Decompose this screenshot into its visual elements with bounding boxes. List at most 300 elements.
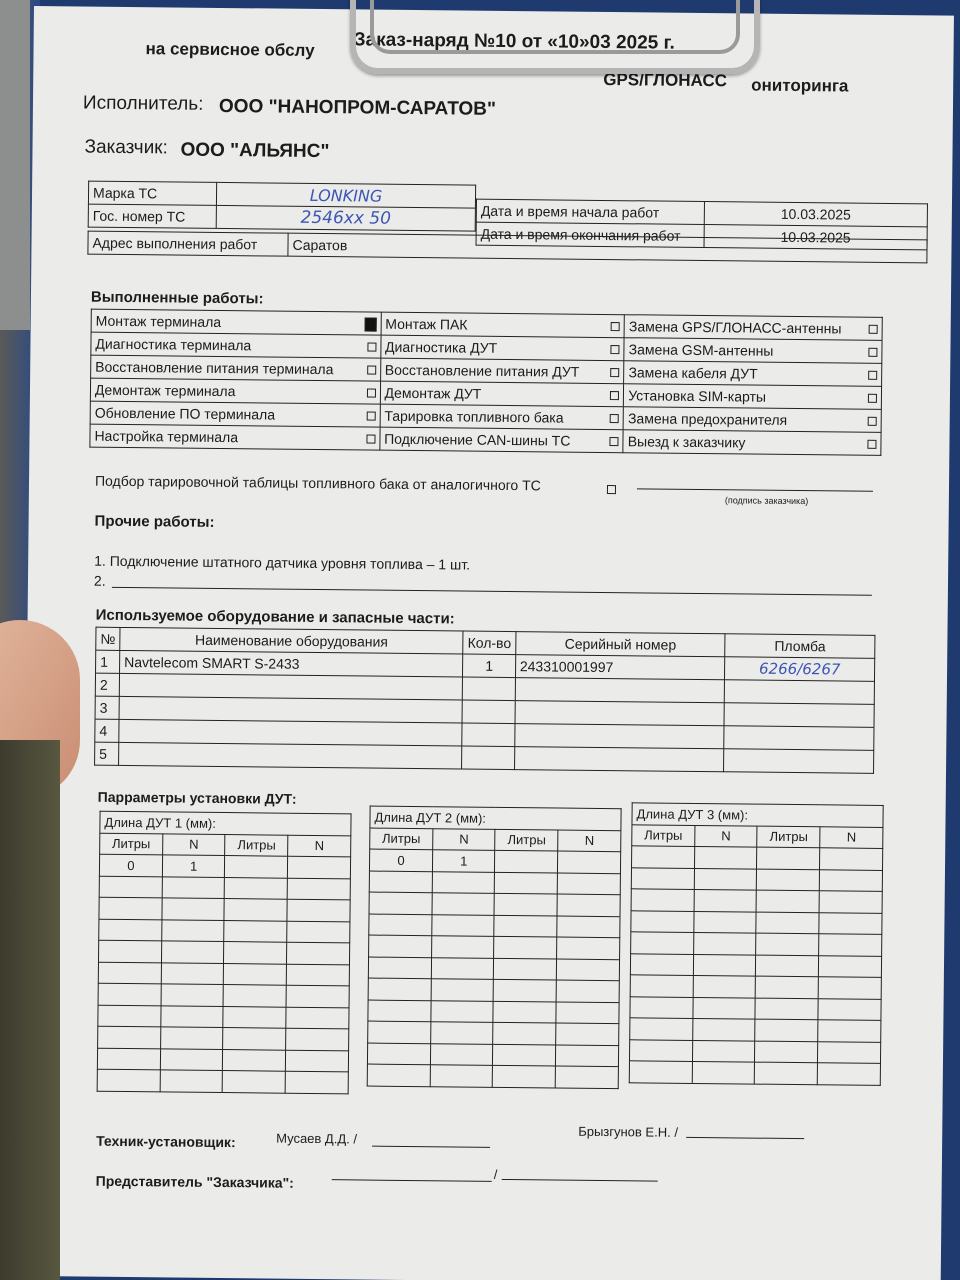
dut-cell (493, 1001, 556, 1023)
dut-cell (757, 869, 820, 891)
work-item-label: Обновление ПО терминала (94, 404, 276, 423)
dut-cell (494, 979, 557, 1001)
dut-cell (369, 871, 432, 893)
dut-caption: Длина ДУТ 3 (мм): (632, 803, 883, 827)
dut-cell (431, 1000, 494, 1022)
dut-cell (757, 890, 820, 912)
dut-cell (818, 1020, 881, 1042)
equipment-cell: 3 (95, 696, 119, 719)
plate-value: 2546хх 50 (216, 205, 475, 231)
dut-cell (369, 914, 432, 936)
dut-cell (224, 985, 287, 1007)
other-work-2-line (112, 587, 872, 596)
dut-header-cell: Литры (225, 834, 288, 856)
dut-cell (494, 915, 557, 937)
equipment-cell (724, 749, 874, 774)
works-table (89, 309, 882, 456)
work-item (623, 407, 881, 433)
executor-label: Исполнитель: (82, 92, 204, 115)
dut-cell (161, 941, 224, 963)
dut-cell (755, 1062, 818, 1084)
dut-cell (632, 846, 695, 868)
brand-value: LONKING (216, 182, 475, 208)
dut-cell (160, 1048, 223, 1070)
work-item (624, 338, 882, 364)
dut-cell (755, 998, 818, 1020)
dut-cell: 0 (99, 854, 162, 876)
dut-row (630, 996, 881, 1020)
work-item-checkbox[interactable] (364, 317, 376, 331)
dut-cell (556, 1045, 619, 1067)
equipment-cell (515, 678, 725, 703)
start-value: 10.03.2025 (704, 202, 927, 227)
dut-cell (493, 1044, 556, 1066)
work-item-label: Замена GSM-антенны (628, 341, 774, 359)
dut-row (367, 1043, 618, 1067)
dut-cell (223, 1049, 286, 1071)
dut-cell (431, 957, 494, 979)
dut-cell (225, 856, 288, 878)
dut-cell (287, 899, 350, 921)
dut-table (629, 802, 884, 1085)
dut-cell (755, 1041, 818, 1063)
background-window (0, 0, 30, 330)
dut-row (629, 1061, 880, 1085)
dut-cell (224, 963, 287, 985)
dut-cell (287, 921, 350, 943)
document-subtitle-mid: GPS/ГЛОНАСС (603, 69, 728, 91)
dut-row (629, 1039, 880, 1063)
work-item-label: Монтаж терминала (95, 312, 222, 330)
dut-cell (819, 891, 882, 913)
dut-header-cell: N (695, 825, 758, 847)
dut-cell (432, 914, 495, 936)
dut-cell (756, 933, 819, 955)
work-item (624, 315, 882, 341)
dut-cell (162, 876, 225, 898)
dut-cell (431, 1022, 494, 1044)
dut-cell (630, 953, 693, 975)
dut-cell (223, 1006, 286, 1028)
dut-cell (757, 847, 820, 869)
dut-cell (494, 893, 557, 915)
equipment-cell: 4 (95, 719, 119, 742)
dut-cell (224, 899, 287, 921)
dut-row (631, 867, 882, 891)
dut-row (369, 935, 620, 959)
dut-cell (288, 878, 351, 900)
equipment-cell (724, 703, 874, 728)
dut-cell (432, 871, 495, 893)
dut-row (630, 953, 881, 977)
dut-row (98, 1005, 349, 1029)
work-item-checkbox[interactable] (367, 343, 376, 352)
dut-cell (430, 1043, 493, 1065)
dut-cell (630, 996, 693, 1018)
work-item-checkbox[interactable] (610, 437, 619, 446)
dut-cell (556, 1023, 619, 1045)
work-item (91, 355, 381, 381)
equipment-cell: 1 (96, 650, 120, 673)
dut-row (368, 1000, 619, 1024)
dut-cell (286, 985, 349, 1007)
dut-cell (756, 976, 819, 998)
dut-cell (557, 937, 620, 959)
dut-cell (99, 919, 162, 941)
technician-2: Брызгунов Е.Н. / (578, 1123, 679, 1140)
dut-cell (819, 912, 882, 934)
equipment-cell: 243310001997 (515, 655, 725, 680)
dut-cell (756, 912, 819, 934)
dut-row (369, 892, 620, 916)
dut-cell (494, 958, 557, 980)
dut-header-cell: Литры (100, 833, 163, 855)
dut-cell (556, 980, 619, 1002)
dut-cell (161, 962, 224, 984)
work-item-label: Диагностика ДУТ (385, 338, 498, 356)
signature-caption: (подпись заказчика) (724, 495, 809, 507)
dut-table (97, 811, 352, 1094)
work-item-checkbox[interactable] (868, 348, 877, 357)
work-item (90, 378, 380, 404)
work-item (380, 381, 624, 407)
equipment-cell (462, 700, 515, 724)
equipment-cell (725, 680, 875, 705)
dut-cell (630, 1018, 693, 1040)
equipment-header-cell: Кол-во (463, 631, 516, 655)
equipment-cell: 2 (95, 673, 119, 696)
address-label: Адрес выполнения работ (88, 231, 288, 256)
dut-row (98, 940, 349, 964)
dut-row (369, 871, 620, 895)
customer-value: ООО "АЛЬЯНС" (180, 139, 330, 163)
equipment-header-cell: № (96, 627, 120, 650)
work-item-label: Замена GPS/ГЛОНАСС-антенны (628, 318, 842, 337)
start-label: Дата и время начала работ (476, 199, 704, 224)
dut-cell (223, 1071, 286, 1093)
dut-row (368, 957, 619, 981)
work-item-checkbox[interactable] (611, 345, 620, 354)
work-item-checkbox[interactable] (366, 435, 375, 444)
dut-row (631, 889, 882, 913)
work-item (381, 312, 625, 338)
dut-header-cell: N (162, 833, 225, 855)
dut-row (99, 919, 350, 943)
dut-cell (557, 959, 620, 981)
dut-title: Парраметры установки ДУТ: (97, 788, 297, 807)
dut-cell (225, 877, 288, 899)
dut-row (98, 962, 349, 986)
document-subtitle-left: на сервисное обслу (145, 39, 315, 60)
work-item-checkbox[interactable] (868, 371, 877, 380)
equipment-cell: 6266/6267 (725, 657, 875, 682)
dut-cell (630, 975, 693, 997)
dut-cell (629, 1039, 692, 1061)
dut-cell (160, 1070, 223, 1092)
dut-cell (286, 1050, 349, 1072)
work-item-label: Настройка терминала (94, 427, 239, 446)
work-item-checkbox[interactable] (367, 389, 376, 398)
dut-cell (493, 1022, 556, 1044)
work-item-label: Диагностика терминала (95, 335, 252, 354)
work-item (380, 358, 624, 384)
other-work-2: 2. (93, 572, 106, 589)
work-item-checkbox[interactable] (868, 417, 877, 426)
dut-header-cell: Литры (495, 829, 558, 851)
dut-cell (819, 955, 882, 977)
dut-cell (99, 897, 162, 919)
technician-label: Техник-установщик: (96, 1132, 236, 1151)
dut-cell (99, 876, 162, 898)
executor-value: ООО "НАНОПРОМ-САРАТОВ" (218, 95, 497, 120)
dut-cell (756, 955, 819, 977)
dut-cell (160, 1027, 223, 1049)
dut-row (630, 1018, 881, 1042)
address-value: Саратов (288, 233, 927, 263)
dut-cell (693, 997, 756, 1019)
dut-cell (693, 954, 756, 976)
dut-cell (631, 889, 694, 911)
dut-cell (631, 932, 694, 954)
equipment-title: Используемое оборудование и запасные части: (95, 606, 455, 628)
work-item-label: Демонтаж ДУТ (384, 384, 482, 402)
work-item (90, 424, 380, 450)
dut-cell (558, 873, 621, 895)
dut-cell (819, 934, 882, 956)
work-item (380, 427, 624, 453)
equipment-cell (462, 746, 515, 770)
dut-cell: 1 (162, 855, 225, 877)
dut-row (368, 1021, 619, 1045)
work-item-checkbox[interactable] (366, 412, 375, 421)
work-item-checkbox[interactable] (869, 325, 878, 334)
dut-cell (367, 1043, 430, 1065)
customer-signature-line (637, 488, 873, 491)
work-item-checkbox[interactable] (867, 440, 876, 449)
work-item-label: Замена кабеля ДУТ (628, 364, 758, 382)
dut-cell (97, 1048, 160, 1070)
work-item (90, 401, 380, 427)
dut-header-cell: Литры (632, 824, 695, 846)
work-item-label: Тарировка топливного бака (384, 407, 564, 426)
dut-cell (368, 1000, 431, 1022)
calibration-text: Подбор тарировочной таблицы топливного бака от аналогичного ТС (94, 472, 541, 494)
dut-cell (431, 936, 494, 958)
dut-cell (162, 919, 225, 941)
dut-row (631, 910, 882, 934)
dut-header-cell: Литры (370, 828, 433, 850)
dut-cell (161, 1005, 224, 1027)
plate-label: Гос. номер ТС (88, 204, 216, 228)
dut-cell (493, 1065, 556, 1087)
equipment-cell (463, 677, 516, 701)
dut-row (368, 978, 619, 1002)
dut-row (632, 846, 883, 870)
dut-cell (286, 1007, 349, 1029)
dut-row (369, 849, 620, 873)
equipment-header-cell: Пломба (725, 634, 875, 659)
work-item (624, 361, 882, 387)
dut-cell (97, 1069, 160, 1091)
dut-row (97, 1069, 348, 1093)
other-work-1: 1. Подключение штатного датчика уровня топлива – 1 шт. (94, 552, 471, 573)
dut-header-cell: N (820, 826, 883, 848)
equipment-cell: 5 (95, 742, 119, 765)
dut-cell (694, 846, 757, 868)
customer-label: Заказчик: (84, 136, 168, 159)
dut-cell (693, 932, 756, 954)
equipment-cell (462, 723, 515, 747)
end-label: Дата и время окончания работ (476, 222, 704, 247)
dut-cell (693, 975, 756, 997)
customer-rep-line-2 (502, 1179, 658, 1182)
work-item (91, 309, 381, 335)
dut-cell (557, 916, 620, 938)
work-item (380, 335, 624, 361)
dut-cell (432, 893, 495, 915)
dut-cell (818, 1063, 881, 1085)
dut-cell (431, 979, 494, 1001)
dut-cell (693, 1018, 756, 1040)
equipment-table (94, 627, 875, 774)
dut-row (99, 876, 350, 900)
document-title: Заказ-наряд №10 от «10»03 2025 г. (353, 29, 675, 54)
dut-cell (430, 1065, 493, 1087)
work-item-label: Монтаж ПАК (385, 315, 468, 333)
dut-row (99, 897, 350, 921)
equipment-header-cell: Наименование оборудования (120, 627, 463, 654)
dut-cell (223, 1028, 286, 1050)
work-item (380, 404, 624, 430)
dut-header-cell: N (288, 835, 351, 857)
customer-rep-slash: / (493, 1166, 498, 1182)
dut-cell (98, 1005, 161, 1027)
equipment-cell (515, 724, 725, 749)
vehicle-info-table (88, 181, 476, 232)
dut-header-cell: Литры (757, 826, 820, 848)
dut-cell (161, 984, 224, 1006)
technician-2-line (686, 1137, 804, 1139)
customer-rep-label: Представитель "Заказчика": (95, 1172, 294, 1191)
work-item-checkbox[interactable] (610, 391, 619, 400)
dut-cell (98, 983, 161, 1005)
dut-cell (557, 894, 620, 916)
equipment-cell (724, 726, 874, 751)
dut-cell (820, 869, 883, 891)
work-item (623, 430, 881, 456)
dut-row (98, 1026, 349, 1050)
dut-cell (631, 910, 694, 932)
dut-cell (629, 1061, 692, 1083)
dut-cell (98, 1026, 161, 1048)
other-works-title: Прочие работы: (94, 512, 215, 531)
dut-cell (98, 940, 161, 962)
dut-cell (631, 867, 694, 889)
dut-cell (556, 1002, 619, 1024)
customer-rep-line-1 (332, 1179, 492, 1182)
equipment-header-cell: Серийный номер (516, 632, 726, 657)
dut-cell (818, 998, 881, 1020)
dut-cell (288, 856, 351, 878)
dut-cell (692, 1061, 755, 1083)
work-item-label: Восстановление питания терминала (95, 358, 334, 378)
dut-cell (368, 957, 431, 979)
dut-cell (694, 868, 757, 890)
equipment-cell (514, 747, 724, 772)
work-item-label: Выезд к заказчику (627, 433, 746, 451)
dut-cell (286, 1028, 349, 1050)
technician-1: Мусаев Д.Д. / (276, 1130, 358, 1147)
work-item (624, 384, 882, 410)
work-item-label: Демонтаж терминала (94, 381, 236, 400)
dut-cell (556, 1066, 619, 1088)
dut-header-cell: N (433, 828, 496, 850)
dut-row (98, 983, 349, 1007)
dut-caption: Длина ДУТ 1 (мм): (100, 811, 351, 835)
dut-cell (694, 889, 757, 911)
dut-cell (287, 964, 350, 986)
dut-cell (162, 898, 225, 920)
work-item-checkbox[interactable] (610, 414, 619, 423)
dut-cell (368, 978, 431, 1000)
dut-cell (495, 872, 558, 894)
work-item-checkbox[interactable] (611, 322, 620, 331)
dut-cell (368, 1021, 431, 1043)
technician-1-line (372, 1146, 490, 1148)
work-item-checkbox[interactable] (367, 366, 376, 375)
dut-row (97, 1048, 348, 1072)
dut-cell (224, 942, 287, 964)
work-item-label: Замена предохранителя (627, 410, 788, 428)
dut-cell: 1 (432, 850, 495, 872)
dut-cell (98, 962, 161, 984)
calibration-checkbox[interactable] (607, 485, 616, 494)
end-value: 10.03.2025 (704, 225, 927, 250)
work-item-checkbox[interactable] (868, 394, 877, 403)
document-subtitle-right: ониторинга (751, 75, 849, 96)
dut-cell (369, 892, 432, 914)
equipment-cell (515, 701, 725, 726)
dut-cell (224, 920, 287, 942)
dut-row (367, 1064, 618, 1088)
dut-cell (494, 936, 557, 958)
work-item (91, 332, 381, 358)
dut-cell (558, 851, 621, 873)
dut-row (369, 914, 620, 938)
work-item-checkbox[interactable] (610, 368, 619, 377)
work-item-label: Установка SIM-карты (628, 387, 767, 405)
dut-cell (820, 848, 883, 870)
dut-cell (367, 1064, 430, 1086)
dut-cell (285, 1071, 348, 1093)
dut-cell (755, 1019, 818, 1041)
dut-cell (369, 935, 432, 957)
equipment-cell (119, 742, 462, 769)
brand-label: Марка ТС (88, 181, 216, 205)
clipboard-clip (350, 0, 760, 74)
dut-cell (818, 977, 881, 999)
dut-cell (818, 1041, 881, 1063)
equipment-cell: Navtelecom SMART S-2433 (120, 650, 463, 677)
dut-caption: Длина ДУТ 2 (мм): (370, 806, 621, 830)
dut-cell (287, 942, 350, 964)
dut-row (630, 975, 881, 999)
dut-header-cell: N (558, 830, 621, 852)
order-sheet (21, 6, 954, 1280)
works-title: Выполненные работы: (90, 288, 264, 308)
work-item-label: Восстановление питания ДУТ (384, 361, 580, 380)
dut-row (631, 932, 882, 956)
